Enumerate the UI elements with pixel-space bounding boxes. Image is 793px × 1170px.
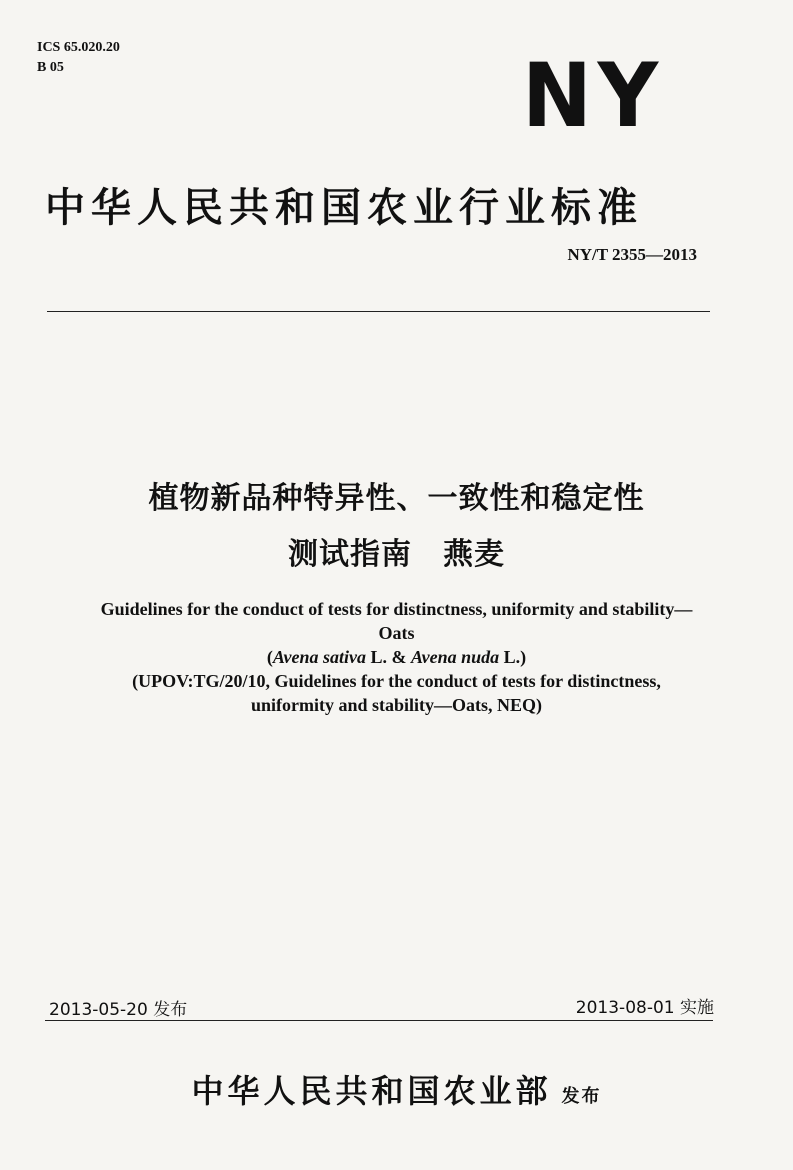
species-mid: L. & [365,647,411,667]
standard-code: NY/T 2355—2013 [567,245,697,264]
ccs-code: B 05 [37,60,64,75]
footer-divider [45,1020,713,1021]
publisher [0,1066,793,1112]
species-open: ( [266,647,273,667]
english-title-line-1: Guidelines for the conduct of tests for distinctness, uniformity and stability— [100,599,693,619]
species-close: L.) [499,647,527,667]
classification-codes [37,38,120,78]
implementation-date: 2013-08-01 实施 [575,998,714,1018]
issue-date: 2013-05-20 发布 [49,1000,188,1020]
english-title-line-3 [20,645,773,669]
species-name-1: Avena sativa [272,647,366,667]
english-title-block [20,597,773,717]
ny-logo: NY [522,44,664,147]
header-divider [47,311,710,312]
chinese-title-line-1: 植物新品种特异性、一致性和稳定性 [148,481,645,516]
english-title-line-4: (UPOV:TG/20/10, Guidelines for the conduct of tests for distinctness, [132,671,661,691]
species-name-2: Avena nuda [410,647,500,667]
publisher-name: 中华人民共和国农业部 [191,1072,552,1110]
chinese-title-line-2: 测试指南 燕麦 [288,537,505,572]
ics-code: ICS 65.020.20 [37,40,120,55]
publisher-suffix: 发布 [561,1086,602,1107]
english-title-line-5: uniformity and stability—Oats, NEQ) [250,695,543,715]
english-title-line-2: Oats [378,623,415,643]
standard-category-title: 中华人民共和国农业行业标准 [45,185,643,231]
